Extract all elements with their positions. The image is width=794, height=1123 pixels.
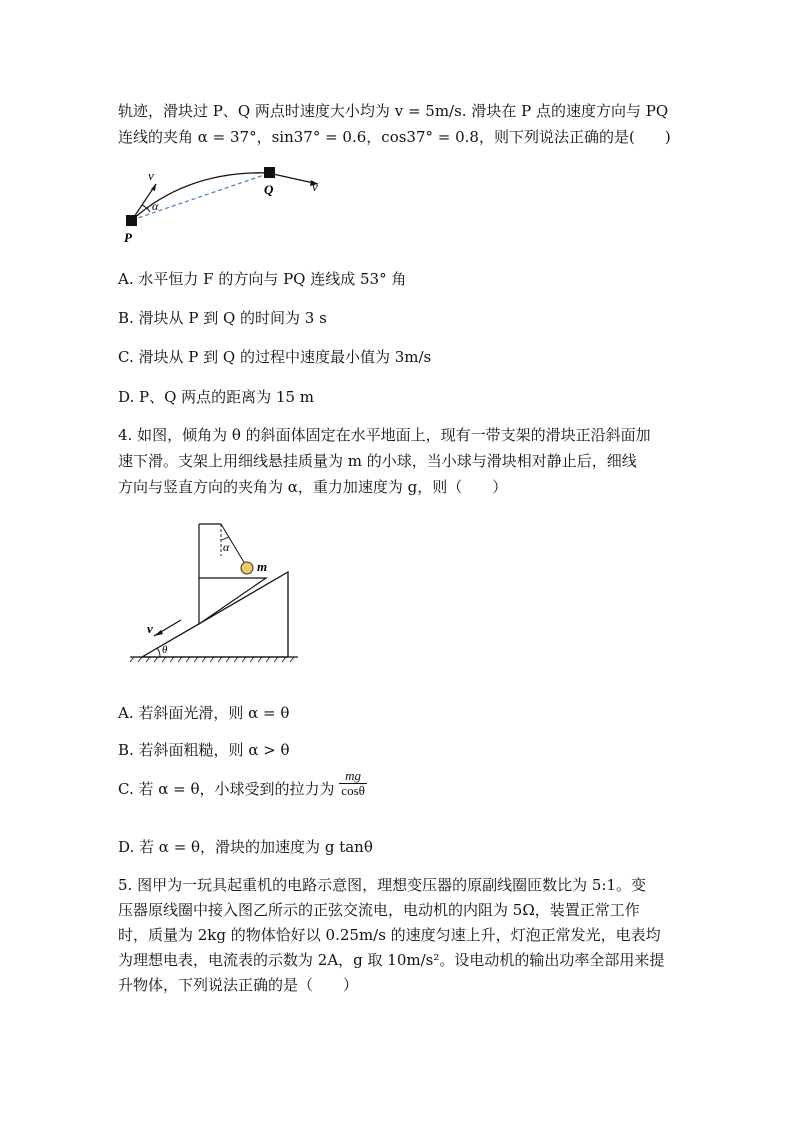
q4-option-c-text: C. 若 α = θ，小球受到的拉力为 [118, 780, 335, 798]
q4-option-c-denominator: cosθ [341, 782, 365, 798]
q3-label-alpha: α [152, 199, 159, 213]
q3-stem-line-1: 轨迹，滑块过 P、Q 两点时速度大小均为 v = 5m/s. 滑块在 P 点的速度方向与 PQ [118, 102, 669, 120]
q4-stem-line-1: 4. 如图，倾角为 θ 的斜面体固定在水平地面上，现有一带支架的滑块正沿斜面加 [118, 426, 651, 444]
q4-label-theta: θ [162, 644, 168, 656]
q3-label-v2: v [312, 179, 318, 194]
q3-label-Q: Q [264, 182, 274, 197]
q4-label-m: m [257, 559, 268, 574]
q5-line-2: 压器原线圈中接入图乙所示的正弦交流电，电动机的内阻为 5Ω，装置正常工作 [118, 901, 640, 919]
q4-option-b: B. 若斜面粗糙，则 α > θ [118, 741, 290, 759]
q3-option-c: C. 滑块从 P 到 Q 的过程中速度最小值为 3m/s [118, 348, 432, 366]
q3-option-a: A. 水平恒力 F 的方向与 PQ 连线成 53° 角 [118, 270, 407, 288]
q4-option-c-fraction [339, 769, 367, 798]
q4-option-d: D. 若 α = θ，滑块的加速度为 g tanθ [118, 838, 373, 856]
q4-label-alpha: α [223, 540, 230, 554]
q4-option-c-numerator: mg [339, 769, 367, 784]
q3-option-d: D. P、Q 两点的距离为 15 m [118, 388, 315, 406]
q5-line-5: 升物体，下列说法正确的是（ ） [118, 976, 359, 994]
q4-stem-line-2: 速下滑。支架上用细线悬挂质量为 m 的小球，当小球与滑块相对静止后，细线 [118, 452, 637, 470]
q3-trajectory-figure [118, 160, 338, 250]
q3-option-b: B. 滑块从 P 到 Q 的时间为 3 s [118, 309, 327, 327]
q4-option-a: A. 若斜面光滑，则 α = θ [118, 704, 290, 722]
q5-line-4: 为理想电表，电流表的示数为 2A，g 取 10m/s²。设电动机的输出功率全部用来提 [118, 951, 665, 969]
q5-line-3: 时，质量为 2kg 的物体恰好以 0.25m/s 的速度匀速上升，灯泡正常发光，电表均 [118, 926, 661, 944]
q4-option-c [118, 767, 367, 799]
q4-label-v: v [147, 621, 153, 636]
q3-stem-line-2: 连线的夹角 α = 37°，sin37° = 0.6，cos37° = 0.8，则下列说法正确的是( ) [118, 128, 671, 146]
q4-stem-line-3: 方向与竖直方向的夹角为 α，重力加速度为 g，则（ ） [118, 478, 508, 496]
q4-incline-figure [120, 520, 305, 670]
q5-line-1: 5. 图甲为一玩具起重机的电路示意图，理想变压器的原副线圈匝数比为 5:1。变 [118, 876, 646, 894]
q3-label-P: P [124, 230, 132, 245]
q3-label-v1: v [148, 168, 154, 183]
